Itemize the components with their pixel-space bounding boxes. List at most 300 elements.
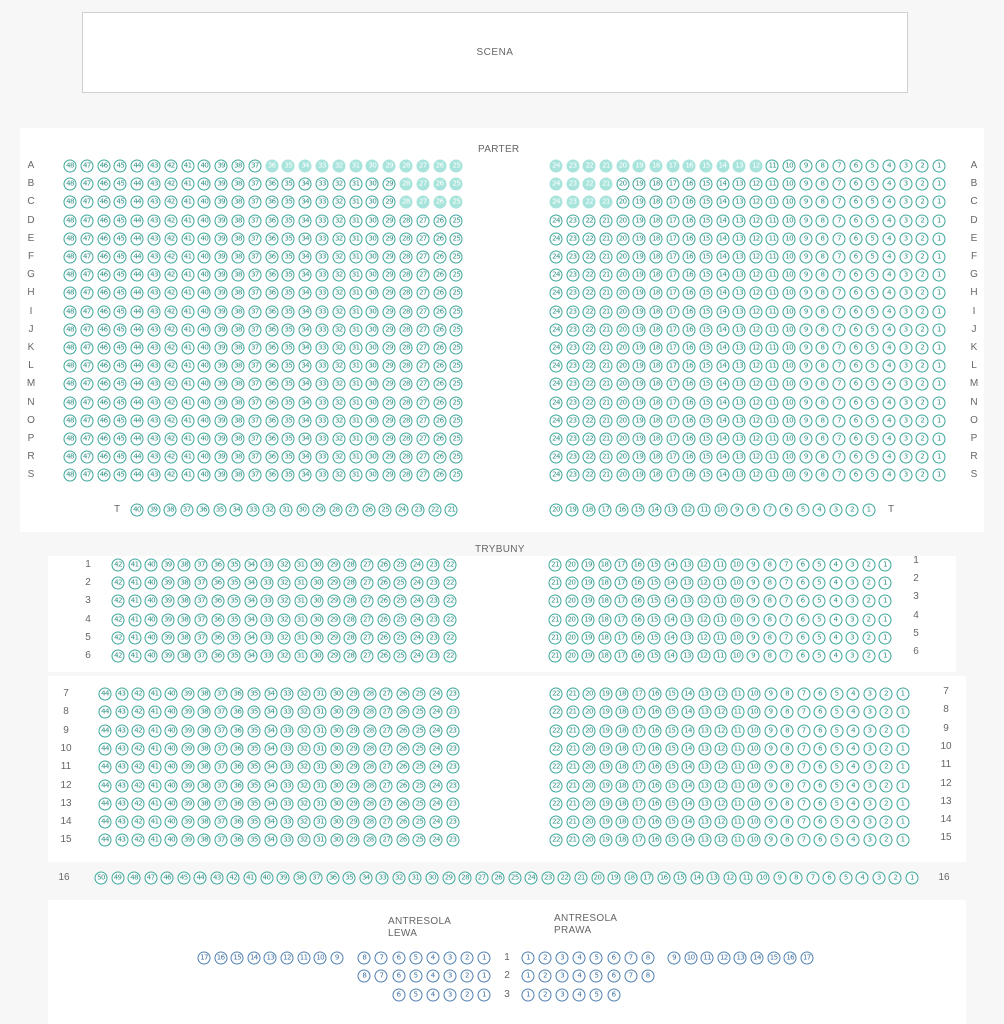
- seat[interactable]: 13: [698, 797, 711, 810]
- seat[interactable]: 4: [883, 160, 896, 173]
- seat[interactable]: 12: [697, 559, 710, 572]
- seat[interactable]: 1: [905, 872, 918, 885]
- seat[interactable]: 18: [598, 559, 611, 572]
- seat[interactable]: 40: [198, 214, 211, 227]
- seat[interactable]: 3: [899, 323, 912, 336]
- seat[interactable]: 10: [748, 816, 761, 829]
- seat[interactable]: 39: [181, 724, 194, 737]
- seat[interactable]: 8: [763, 613, 776, 626]
- seat[interactable]: 16: [214, 952, 227, 965]
- seat[interactable]: 40: [145, 613, 158, 626]
- seat[interactable]: 11: [766, 469, 779, 482]
- seat[interactable]: 35: [282, 214, 295, 227]
- seat[interactable]: 10: [748, 724, 761, 737]
- seat[interactable]: 11: [731, 834, 744, 847]
- seat[interactable]: 1: [932, 469, 945, 482]
- seat[interactable]: 22: [550, 724, 563, 737]
- seat[interactable]: 22: [550, 797, 563, 810]
- seat[interactable]: 33: [316, 342, 329, 355]
- seat[interactable]: 36: [265, 323, 278, 336]
- seat[interactable]: 41: [181, 360, 194, 373]
- seat[interactable]: 26: [433, 469, 446, 482]
- seat[interactable]: 37: [195, 595, 208, 608]
- seat[interactable]: 37: [248, 469, 261, 482]
- seat[interactable]: 9: [799, 342, 812, 355]
- seat[interactable]: 42: [164, 378, 177, 391]
- seat[interactable]: 22: [583, 287, 596, 300]
- seat[interactable]: 21: [599, 342, 612, 355]
- seat[interactable]: 1: [932, 396, 945, 409]
- seat[interactable]: 3: [556, 970, 569, 983]
- seat[interactable]: 16: [683, 178, 696, 191]
- seat[interactable]: 35: [282, 251, 295, 264]
- seat[interactable]: 35: [282, 232, 295, 245]
- seat[interactable]: 25: [413, 779, 426, 792]
- seat[interactable]: 26: [433, 396, 446, 409]
- seat[interactable]: 31: [294, 577, 307, 590]
- seat[interactable]: 10: [714, 504, 727, 517]
- seat[interactable]: 7: [833, 360, 846, 373]
- seat[interactable]: 10: [783, 232, 796, 245]
- seat[interactable]: 20: [565, 577, 578, 590]
- seat[interactable]: 17: [666, 414, 679, 427]
- seat[interactable]: 19: [633, 451, 646, 464]
- seat[interactable]: 1: [522, 952, 535, 965]
- seat[interactable]: 6: [814, 797, 827, 810]
- seat[interactable]: 42: [132, 797, 145, 810]
- seat[interactable]: 3: [899, 287, 912, 300]
- seat[interactable]: 19: [633, 232, 646, 245]
- seat[interactable]: 20: [616, 378, 629, 391]
- seat[interactable]: 7: [833, 287, 846, 300]
- seat[interactable]: 26: [433, 178, 446, 191]
- seat[interactable]: 14: [664, 631, 677, 644]
- seat[interactable]: 3: [443, 970, 456, 983]
- seat[interactable]: 27: [416, 160, 429, 173]
- seat[interactable]: 36: [197, 504, 210, 517]
- seat[interactable]: 9: [668, 952, 681, 965]
- seat[interactable]: 36: [265, 251, 278, 264]
- seat[interactable]: 19: [633, 196, 646, 209]
- seat[interactable]: 33: [261, 650, 274, 663]
- seat[interactable]: 12: [749, 469, 762, 482]
- seat[interactable]: 28: [400, 305, 413, 318]
- seat[interactable]: 23: [446, 706, 459, 719]
- seat[interactable]: 1: [896, 816, 909, 829]
- seat[interactable]: 14: [716, 232, 729, 245]
- seat[interactable]: 3: [443, 952, 456, 965]
- seat[interactable]: 37: [248, 178, 261, 191]
- seat[interactable]: 28: [400, 451, 413, 464]
- seat[interactable]: 33: [281, 779, 294, 792]
- seat[interactable]: 24: [550, 305, 563, 318]
- seat[interactable]: 11: [766, 214, 779, 227]
- seat[interactable]: 4: [829, 559, 842, 572]
- seat[interactable]: 26: [433, 196, 446, 209]
- seat[interactable]: 18: [649, 178, 662, 191]
- seat[interactable]: 1: [896, 688, 909, 701]
- seat[interactable]: 35: [282, 433, 295, 446]
- seat[interactable]: 39: [215, 160, 228, 173]
- seat[interactable]: 20: [583, 706, 596, 719]
- seat[interactable]: 30: [426, 872, 439, 885]
- seat[interactable]: 12: [749, 232, 762, 245]
- seat[interactable]: 14: [682, 816, 695, 829]
- seat[interactable]: 1: [896, 724, 909, 737]
- seat[interactable]: 33: [316, 323, 329, 336]
- seat[interactable]: 37: [248, 396, 261, 409]
- seat[interactable]: 3: [899, 178, 912, 191]
- seat[interactable]: 15: [648, 613, 661, 626]
- seat[interactable]: 16: [683, 414, 696, 427]
- seat[interactable]: 40: [165, 797, 178, 810]
- seat[interactable]: 39: [181, 742, 194, 755]
- seat[interactable]: 2: [916, 287, 929, 300]
- seat[interactable]: 49: [111, 872, 124, 885]
- seat[interactable]: 23: [427, 577, 440, 590]
- seat[interactable]: 2: [880, 816, 893, 829]
- seat[interactable]: 2: [862, 595, 875, 608]
- seat[interactable]: 22: [583, 196, 596, 209]
- seat[interactable]: 31: [294, 613, 307, 626]
- seat[interactable]: 33: [316, 251, 329, 264]
- seat[interactable]: 11: [731, 688, 744, 701]
- seat[interactable]: 38: [232, 414, 245, 427]
- seat[interactable]: 10: [748, 761, 761, 774]
- seat[interactable]: 43: [148, 305, 161, 318]
- seat[interactable]: 25: [413, 761, 426, 774]
- seat[interactable]: 5: [866, 469, 879, 482]
- seat[interactable]: 9: [747, 559, 760, 572]
- seat[interactable]: 21: [549, 631, 562, 644]
- seat[interactable]: 47: [80, 196, 93, 209]
- seat[interactable]: 17: [615, 577, 628, 590]
- seat[interactable]: 4: [883, 414, 896, 427]
- seat[interactable]: 25: [450, 287, 463, 300]
- seat[interactable]: 34: [299, 305, 312, 318]
- seat[interactable]: 48: [128, 872, 141, 885]
- seat[interactable]: 10: [314, 952, 327, 965]
- seat[interactable]: 36: [265, 214, 278, 227]
- seat[interactable]: 7: [833, 178, 846, 191]
- seat[interactable]: 32: [332, 378, 345, 391]
- seat[interactable]: 4: [573, 952, 586, 965]
- seat[interactable]: 27: [416, 287, 429, 300]
- seat[interactable]: 34: [299, 178, 312, 191]
- seat[interactable]: 2: [916, 160, 929, 173]
- seat[interactable]: 7: [797, 834, 810, 847]
- seat[interactable]: 4: [829, 613, 842, 626]
- seat[interactable]: 24: [430, 742, 443, 755]
- seat[interactable]: 32: [332, 396, 345, 409]
- seat[interactable]: 8: [816, 269, 829, 282]
- seat[interactable]: 29: [383, 232, 396, 245]
- seat[interactable]: 30: [330, 688, 343, 701]
- seat[interactable]: 35: [282, 469, 295, 482]
- seat[interactable]: 46: [97, 451, 110, 464]
- seat[interactable]: 45: [114, 160, 127, 173]
- seat[interactable]: 33: [281, 706, 294, 719]
- seat[interactable]: 9: [764, 761, 777, 774]
- seat[interactable]: 40: [165, 834, 178, 847]
- seat[interactable]: 26: [396, 688, 409, 701]
- seat[interactable]: 11: [766, 451, 779, 464]
- seat[interactable]: 42: [164, 414, 177, 427]
- seat[interactable]: 30: [366, 305, 379, 318]
- seat[interactable]: 21: [599, 414, 612, 427]
- seat[interactable]: 36: [265, 232, 278, 245]
- seat[interactable]: 11: [766, 378, 779, 391]
- seat[interactable]: 37: [195, 631, 208, 644]
- seat[interactable]: 17: [666, 451, 679, 464]
- seat[interactable]: 12: [749, 251, 762, 264]
- seat[interactable]: 15: [699, 214, 712, 227]
- seat[interactable]: 21: [549, 559, 562, 572]
- seat[interactable]: 32: [297, 779, 310, 792]
- seat[interactable]: 12: [749, 323, 762, 336]
- seat[interactable]: 28: [344, 650, 357, 663]
- seat[interactable]: 40: [198, 287, 211, 300]
- seat[interactable]: 19: [599, 688, 612, 701]
- seat[interactable]: 15: [699, 378, 712, 391]
- seat[interactable]: 38: [232, 433, 245, 446]
- seat[interactable]: 31: [349, 269, 362, 282]
- seat[interactable]: 21: [549, 577, 562, 590]
- seat[interactable]: 41: [181, 451, 194, 464]
- seat[interactable]: 23: [427, 559, 440, 572]
- seat[interactable]: 25: [394, 577, 407, 590]
- seat[interactable]: 30: [366, 342, 379, 355]
- seat[interactable]: 45: [114, 269, 127, 282]
- seat[interactable]: 6: [849, 469, 862, 482]
- seat[interactable]: 45: [114, 360, 127, 373]
- seat[interactable]: 39: [215, 214, 228, 227]
- seat[interactable]: 13: [733, 414, 746, 427]
- seat[interactable]: 16: [649, 688, 662, 701]
- seat[interactable]: 26: [433, 433, 446, 446]
- seat[interactable]: 25: [450, 396, 463, 409]
- seat[interactable]: 1: [478, 970, 491, 983]
- seat[interactable]: 9: [799, 178, 812, 191]
- seat[interactable]: 31: [349, 196, 362, 209]
- seat[interactable]: 12: [749, 396, 762, 409]
- seat[interactable]: 25: [450, 414, 463, 427]
- seat[interactable]: 29: [347, 706, 360, 719]
- seat[interactable]: 38: [232, 360, 245, 373]
- seat[interactable]: 14: [716, 305, 729, 318]
- seat[interactable]: 6: [607, 970, 620, 983]
- seat[interactable]: 21: [599, 178, 612, 191]
- seat[interactable]: 19: [599, 797, 612, 810]
- seat[interactable]: 39: [215, 269, 228, 282]
- seat[interactable]: 5: [866, 342, 879, 355]
- seat[interactable]: 15: [665, 797, 678, 810]
- seat[interactable]: 38: [178, 595, 191, 608]
- seat[interactable]: 3: [899, 269, 912, 282]
- seat[interactable]: 7: [797, 724, 810, 737]
- seat[interactable]: 2: [880, 742, 893, 755]
- seat[interactable]: 43: [148, 269, 161, 282]
- seat[interactable]: 45: [114, 251, 127, 264]
- seat[interactable]: 41: [181, 196, 194, 209]
- seat[interactable]: 13: [733, 305, 746, 318]
- seat[interactable]: 31: [314, 834, 327, 847]
- seat[interactable]: 46: [97, 323, 110, 336]
- seat[interactable]: 38: [232, 160, 245, 173]
- seat[interactable]: 28: [329, 504, 342, 517]
- seat[interactable]: 47: [80, 251, 93, 264]
- seat[interactable]: 4: [829, 595, 842, 608]
- seat[interactable]: 32: [332, 469, 345, 482]
- seat[interactable]: 19: [599, 761, 612, 774]
- seat[interactable]: 43: [148, 414, 161, 427]
- seat[interactable]: 36: [265, 451, 278, 464]
- seat[interactable]: 6: [849, 287, 862, 300]
- seat[interactable]: 39: [215, 396, 228, 409]
- seat[interactable]: 39: [161, 577, 174, 590]
- seat[interactable]: 30: [296, 504, 309, 517]
- seat[interactable]: 1: [896, 797, 909, 810]
- seat[interactable]: 27: [416, 433, 429, 446]
- seat[interactable]: 14: [716, 433, 729, 446]
- seat[interactable]: 42: [164, 360, 177, 373]
- seat[interactable]: 44: [99, 742, 112, 755]
- seat[interactable]: 23: [446, 724, 459, 737]
- seat[interactable]: 20: [565, 595, 578, 608]
- seat[interactable]: 36: [265, 378, 278, 391]
- seat[interactable]: 30: [366, 323, 379, 336]
- seat[interactable]: 27: [416, 305, 429, 318]
- seat[interactable]: 30: [311, 613, 324, 626]
- seat[interactable]: 11: [714, 650, 727, 663]
- seat[interactable]: 23: [427, 650, 440, 663]
- seat[interactable]: 35: [228, 631, 241, 644]
- seat[interactable]: 23: [566, 378, 579, 391]
- seat[interactable]: 28: [344, 595, 357, 608]
- seat[interactable]: 44: [131, 360, 144, 373]
- seat[interactable]: 37: [248, 433, 261, 446]
- seat[interactable]: 7: [833, 305, 846, 318]
- seat[interactable]: 39: [181, 688, 194, 701]
- seat[interactable]: 40: [145, 595, 158, 608]
- seat[interactable]: 7: [833, 433, 846, 446]
- seat[interactable]: 24: [430, 688, 443, 701]
- seat[interactable]: 9: [747, 595, 760, 608]
- seat[interactable]: 17: [666, 160, 679, 173]
- seat[interactable]: 42: [164, 323, 177, 336]
- seat[interactable]: 9: [799, 396, 812, 409]
- seat[interactable]: 33: [281, 724, 294, 737]
- seat[interactable]: 28: [400, 160, 413, 173]
- seat[interactable]: 19: [633, 342, 646, 355]
- seat[interactable]: 46: [97, 232, 110, 245]
- seat[interactable]: 22: [583, 433, 596, 446]
- seat[interactable]: 16: [683, 214, 696, 227]
- seat[interactable]: 21: [574, 872, 587, 885]
- seat[interactable]: 22: [550, 834, 563, 847]
- seat[interactable]: 5: [813, 650, 826, 663]
- seat[interactable]: 42: [164, 469, 177, 482]
- seat[interactable]: 34: [299, 251, 312, 264]
- seat[interactable]: 30: [366, 396, 379, 409]
- seat[interactable]: 12: [717, 952, 730, 965]
- seat[interactable]: 29: [383, 214, 396, 227]
- seat[interactable]: 38: [232, 469, 245, 482]
- seat[interactable]: 31: [279, 504, 292, 517]
- seat[interactable]: 12: [715, 706, 728, 719]
- seat[interactable]: 40: [198, 360, 211, 373]
- seat[interactable]: 16: [683, 396, 696, 409]
- seat[interactable]: 35: [282, 360, 295, 373]
- seat[interactable]: 2: [862, 650, 875, 663]
- seat[interactable]: 7: [797, 779, 810, 792]
- seat[interactable]: 14: [682, 688, 695, 701]
- seat[interactable]: 33: [261, 577, 274, 590]
- seat[interactable]: 15: [699, 360, 712, 373]
- seat[interactable]: 45: [114, 396, 127, 409]
- seat[interactable]: 1: [932, 251, 945, 264]
- seat[interactable]: 17: [666, 323, 679, 336]
- seat[interactable]: 3: [899, 251, 912, 264]
- seat[interactable]: 31: [349, 342, 362, 355]
- seat[interactable]: 23: [566, 433, 579, 446]
- seat[interactable]: 28: [400, 396, 413, 409]
- seat[interactable]: 30: [330, 761, 343, 774]
- seat[interactable]: 23: [446, 834, 459, 847]
- seat[interactable]: 8: [781, 816, 794, 829]
- seat[interactable]: 19: [608, 872, 621, 885]
- seat[interactable]: 11: [714, 613, 727, 626]
- seat[interactable]: 3: [872, 872, 885, 885]
- seat[interactable]: 15: [699, 433, 712, 446]
- seat[interactable]: 12: [749, 451, 762, 464]
- seat[interactable]: 27: [416, 196, 429, 209]
- seat[interactable]: 11: [731, 742, 744, 755]
- seat[interactable]: 3: [899, 360, 912, 373]
- seat[interactable]: 24: [430, 816, 443, 829]
- seat[interactable]: 41: [181, 251, 194, 264]
- seat[interactable]: 31: [349, 414, 362, 427]
- seat[interactable]: 23: [412, 504, 425, 517]
- seat[interactable]: 24: [430, 724, 443, 737]
- seat[interactable]: 9: [747, 631, 760, 644]
- seat[interactable]: 23: [427, 631, 440, 644]
- seat[interactable]: 40: [198, 414, 211, 427]
- seat[interactable]: 25: [394, 559, 407, 572]
- seat[interactable]: 37: [214, 706, 227, 719]
- seat[interactable]: 23: [566, 269, 579, 282]
- seat[interactable]: 5: [866, 160, 879, 173]
- seat[interactable]: 42: [164, 433, 177, 446]
- seat[interactable]: 15: [699, 451, 712, 464]
- seat[interactable]: 23: [427, 595, 440, 608]
- seat[interactable]: 36: [231, 779, 244, 792]
- seat[interactable]: 20: [616, 287, 629, 300]
- seat[interactable]: 27: [416, 178, 429, 191]
- seat[interactable]: 7: [833, 323, 846, 336]
- seat[interactable]: 35: [247, 797, 260, 810]
- seat[interactable]: 38: [198, 724, 211, 737]
- seat[interactable]: 5: [866, 232, 879, 245]
- seat[interactable]: 39: [215, 360, 228, 373]
- seat[interactable]: 14: [682, 742, 695, 755]
- seat[interactable]: 3: [863, 761, 876, 774]
- seat[interactable]: 22: [444, 631, 457, 644]
- seat[interactable]: 8: [816, 451, 829, 464]
- seat[interactable]: 4: [883, 323, 896, 336]
- seat[interactable]: 11: [714, 577, 727, 590]
- seat[interactable]: 42: [132, 761, 145, 774]
